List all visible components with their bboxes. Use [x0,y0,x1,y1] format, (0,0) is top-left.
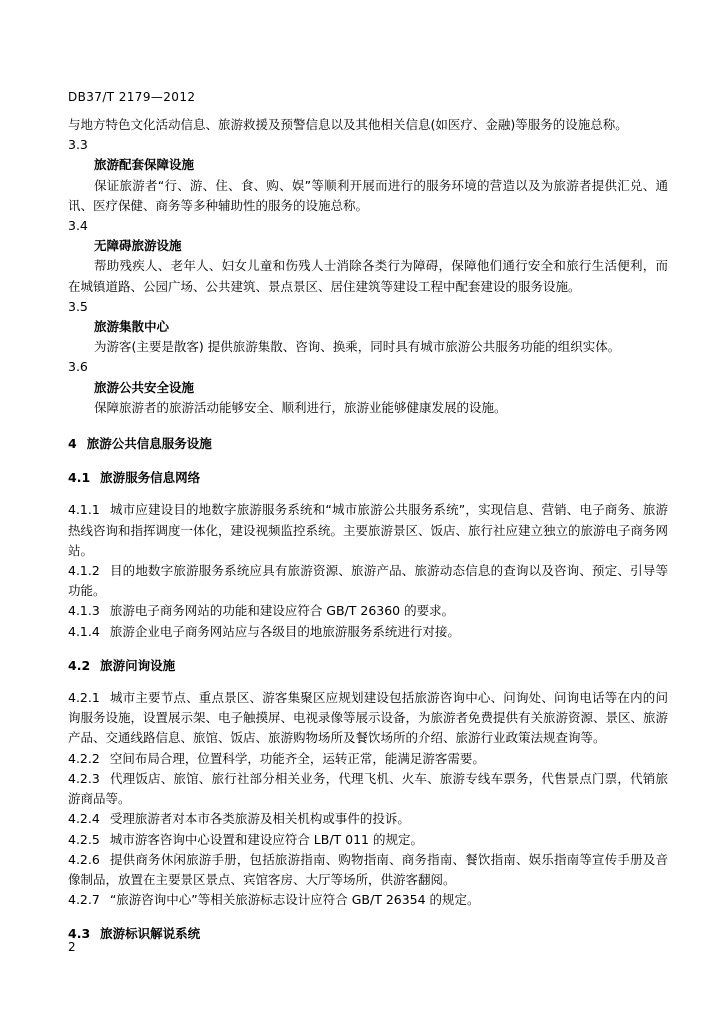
clause-number: 4.1.2 [68,563,100,579]
term-title: 旅游集散中心 [94,319,170,335]
term-definition: 保障旅游者的旅游活动能够安全、顺利进行，旅游业能够健康发展的设施。 [94,399,507,415]
clause-text: 旅游电子商务网站的功能和建设应符合 GB/T 26360 的要求。 [109,603,455,619]
clause [68,830,668,850]
clause-text: 城市游客咨询中心设置和建设应符合 LB/T 011 的规定。 [109,831,423,847]
term-title: 无障碍旅游设施 [94,238,182,254]
clause-number: 4.2.7 [68,892,100,908]
term-number: 3.4 [68,218,88,234]
clause-text: 城市应建设目的地数字旅游服务系统和“城市旅游公共服务系统”，实现信息、营销、电子商务、旅游热线咨询和指挥调度一体化，建设视频监控系统。主要旅游景区、饭店、旅行社应建立独立的旅游电子商务网站。 [68,502,669,558]
clause [68,500,668,561]
clause-text: 提供商务休闲旅游手册，包括旅游指南、购物指南、商务指南、餐饮指南、娱乐指南等宣传手册及音像制品，放置在主要景区景点、宾馆客房、大厅等场所，供游客翻阅。 [68,851,668,887]
section-title: 旅游公共信息服务设施 [86,436,212,452]
section-number: 4.2 [68,657,91,673]
section-title: 旅游问询设施 [100,657,176,673]
clause-text: 代理饭店、旅馆、旅行社部分相关业务，代理飞机、火车、旅游专线车票务，代售景点门票，代销旅游商品等。 [68,770,668,807]
clause-text: “旅游咨询中心”等相关旅游标志设计应符合 GB/T 26354 的规定。 [109,892,480,908]
clause [68,769,668,809]
clause-text: 受理旅游者对本市各类旅游及相关机构或事件的投诉。 [109,811,410,827]
clause-text: 空间布局合理，位置科学，功能齐全，运转正常，能满足游客需要。 [109,750,485,766]
document-code: DB37/T 2179—2012 [68,90,196,104]
clause-number: 4.1.1 [68,502,100,518]
term-definition: 帮助残疾人、老年人、妇女儿童和伤残人士消除各类行为障碍，保障他们通行安全和旅行生活便利，而在城镇道路、公园广场、公共建筑、景点景区、居住建筑等建设工程中配套建设的服务设施。 [68,258,668,294]
clause [68,688,668,749]
term-title: 旅游公共安全设施 [94,379,195,395]
section-4-2-heading [68,656,668,676]
clause-number: 4.2.3 [68,770,100,786]
term-definition: 保证旅游者“行、游、住、食、购、娱”等顺利开展而进行的服务环境的营造以及为旅游者提供汇兑、通讯、医疗保健、商务等多种辅助性的服务的设施总称。 [68,177,668,213]
section-number: 4.3 [68,926,91,942]
term-number: 3.3 [68,137,88,153]
intro-line: 与地方特色文化活动信息、旅游救援及预警信息以及其他相关信息(如医疗、金融)等服务的设施总称。 [68,117,628,132]
section-title: 旅游服务信息网络 [100,470,201,486]
clause-text: 目的地数字旅游服务系统应具有旅游资源、旅游产品、旅游动态信息的查询以及咨询、预定、引导等功能。 [68,563,668,599]
section-4-heading [68,434,668,454]
clause-number: 4.2.2 [68,750,100,766]
clause-number: 4.2.4 [68,811,100,827]
clause [68,850,668,890]
clause-number: 4.2.5 [68,831,100,847]
clause-text: 旅游企业电子商务网站应与各级目的地旅游服务系统进行对接。 [109,623,460,639]
section-4-1-heading [68,468,668,488]
clause-number: 4.1.3 [68,603,100,619]
section-number: 4.1 [68,470,91,486]
term-definition: 为游客(主要是散客) 提供旅游集散、咨询、换乘，同时具有城市旅游公共服务功能的组织实体。 [94,339,621,355]
clause [68,561,668,601]
clause-number: 4.2.1 [68,690,100,706]
clause [68,809,668,829]
section-title: 旅游标识解说系统 [100,926,201,942]
clause [68,890,668,910]
clause-text: 城市主要节点、重点景区、游客集聚区应规划建设包括旅游咨询中心、问询处、问询电话等在内的问询服务设施，设置展示架、电子触摸屏、电视录像等展示设备，为旅游者免费提供有关旅游资源、景区、旅游产品、交通线路信息、旅馆、饭店、旅游购物场所及餐饮场所的介绍、旅游行业政策法规查询等。 [68,690,669,746]
clause-number: 4.2.6 [68,851,100,867]
clause-number: 4.1.4 [68,623,100,639]
page-number: 2 [68,940,76,954]
clause [68,622,668,642]
section-4-3-heading [68,924,668,944]
clause [68,749,668,769]
clause [68,601,668,621]
page-body [68,115,668,957]
term-number: 3.6 [68,359,88,375]
term-title: 旅游配套保障设施 [94,157,195,173]
section-number: 4 [68,436,77,452]
term-number: 3.5 [68,298,88,314]
